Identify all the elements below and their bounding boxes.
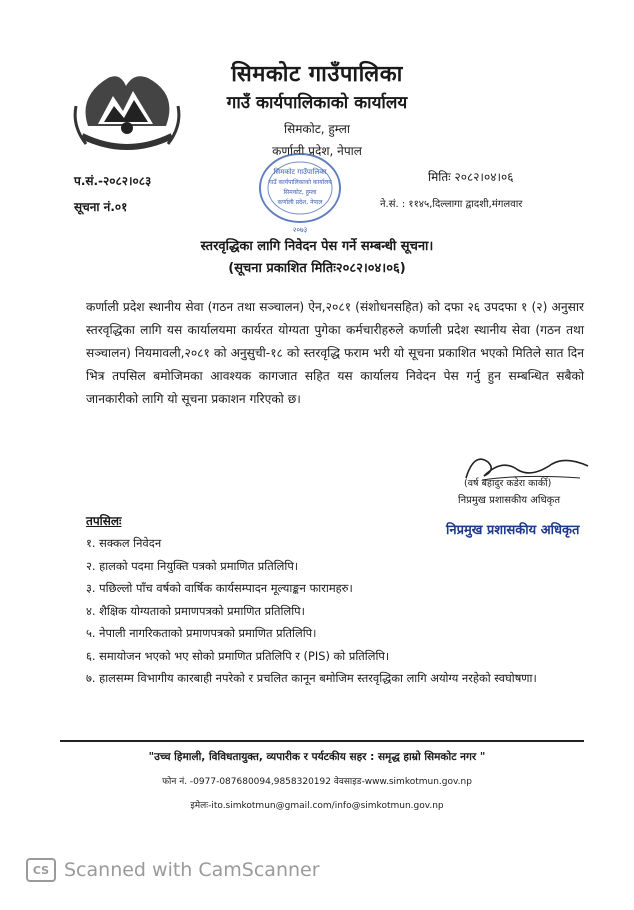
stamp-line-2: गाउँ कार्यपालिकाको कार्यालय (268, 179, 332, 186)
nepal-sambat-date: ने.सं. : ११४५,दिल्लागा द्वादशी,मंगलवार (380, 199, 523, 210)
address-line-1: सिमकोट, हुम्ला (284, 122, 350, 136)
footer-motto: "उच्च हिमाली, विविधतायुक्त, व्यपारीक र पर्यटकीय सहर : समृद्ध हाम्रो सिमकोट नगर " (148, 751, 486, 763)
list-title: तपसिलः (86, 514, 122, 528)
signatory-title: निप्रमुख प्रशासकीय अधिकृत (458, 495, 561, 506)
stamp-line-4: कर्णाली प्रदेश, नेपाल (277, 199, 323, 206)
list-item: २. हालको पदमा नियुक्ति पत्रको प्रमाणित प्रतिलिपि। (86, 558, 299, 573)
list-item: ७. हालसम्म विभागीय कारबाही नपरेको र प्रचलित कानून बमोजिम स्तरवृद्धिका लागि अयोग्य नरहेको स्वघोषणा। (86, 671, 537, 685)
camscanner-text: Scanned with CamScanner (64, 859, 320, 881)
notice-date: मितिः २०८२।०४।०६ (428, 170, 514, 184)
office-stamp (250, 146, 350, 236)
address-line-2: कर्णाली प्रदेश, नेपाल (272, 144, 362, 158)
stamp-line-1: सिमकोट गाउँपालिका (273, 168, 327, 176)
footer-email: इमेलः-ito.simkotmun@gmail.com/info@simkotmun.gov.np (190, 801, 444, 811)
list-item: ६. समायोजन भएको भए सोको प्रमाणित प्रतिलिपि र (PIS) को प्रतिलिपि। (86, 648, 390, 663)
notice-heading: स्तरवृद्धिका लागि निवेदन पेस गर्ने सम्बन्धी सूचना। (200, 239, 434, 254)
list-item: १. सक्कल निवेदन (86, 536, 162, 550)
signatory-seal: निप्रमुख प्रशासकीय अधिकृत (446, 523, 580, 538)
footer-divider (60, 740, 584, 742)
camscanner-icon: CS (26, 858, 56, 882)
notice-number: सूचना नं.०१ (74, 200, 128, 214)
stamp-line-3: सिमकोट, हुम्ला (283, 189, 317, 196)
footer-phone-website: फोन नं. -0977-087680094,9858320192 वेवसाइड-www.simkotmun.gov.np (162, 777, 472, 787)
list-item: ५. नेपाली नागरिकताको प्रमाणपत्रको प्रमाणित प्रतिलिपि। (86, 626, 317, 640)
office-name: सिमकोट गाउँपालिका (231, 62, 403, 87)
office-subtitle: गाउँ कार्यपालिकाको कार्यालय (226, 93, 408, 113)
requirements-list (86, 532, 606, 690)
list-item: ३. पछिल्लो पाँच वर्षको वार्षिक कार्यसम्पादन मूल्याङ्कन फारामहरु। (86, 581, 353, 595)
stamp-line-5: २०७३ (292, 226, 308, 234)
notice-subheading: (सूचना प्रकाशित मितिः२०८२।०४।०६) (228, 261, 406, 276)
signatory-name: (वर्ष बहादुर कडेरा कार्की) (464, 478, 552, 489)
reference-number: प.सं.-२०८२।०८३ (74, 174, 152, 188)
notice-body: कर्णाली प्रदेश स्थानीय सेवा (गठन तथा सञ्चालन) ऐन,२०८१ (संशोधनसहित) को दफा २६ उपदफा १ (२) अनुसार स्तरवृद्धिका लागि यस कार्यालयमा कार्यरत योग्यता पुगेका कर्मचारीहरुले कर्णाली प्रदेश स्थानीय सेवा (गठन तथा सञ्चालन) नियमावली,२०८१ को अनुसुची-१८ को स्तरवृद्धि फराम भरी यो सूचना प्रकाशित भएको मितिले सात दिन भित्र तपसिल बमोजिमका आवश्यक कागजात सहित यस कार्यालय निवेदन पेस गर्नु हुन सम्बन्धित सबैको जानकारीको लागि यो सूचना प्रकाशन गरिएको छ। (86, 300, 584, 406)
camscanner-watermark (26, 858, 320, 882)
list-item: ४. शैक्षिक योग्यताको प्रमाणपत्रको प्रमाणित प्रतिलिपि। (86, 603, 305, 618)
